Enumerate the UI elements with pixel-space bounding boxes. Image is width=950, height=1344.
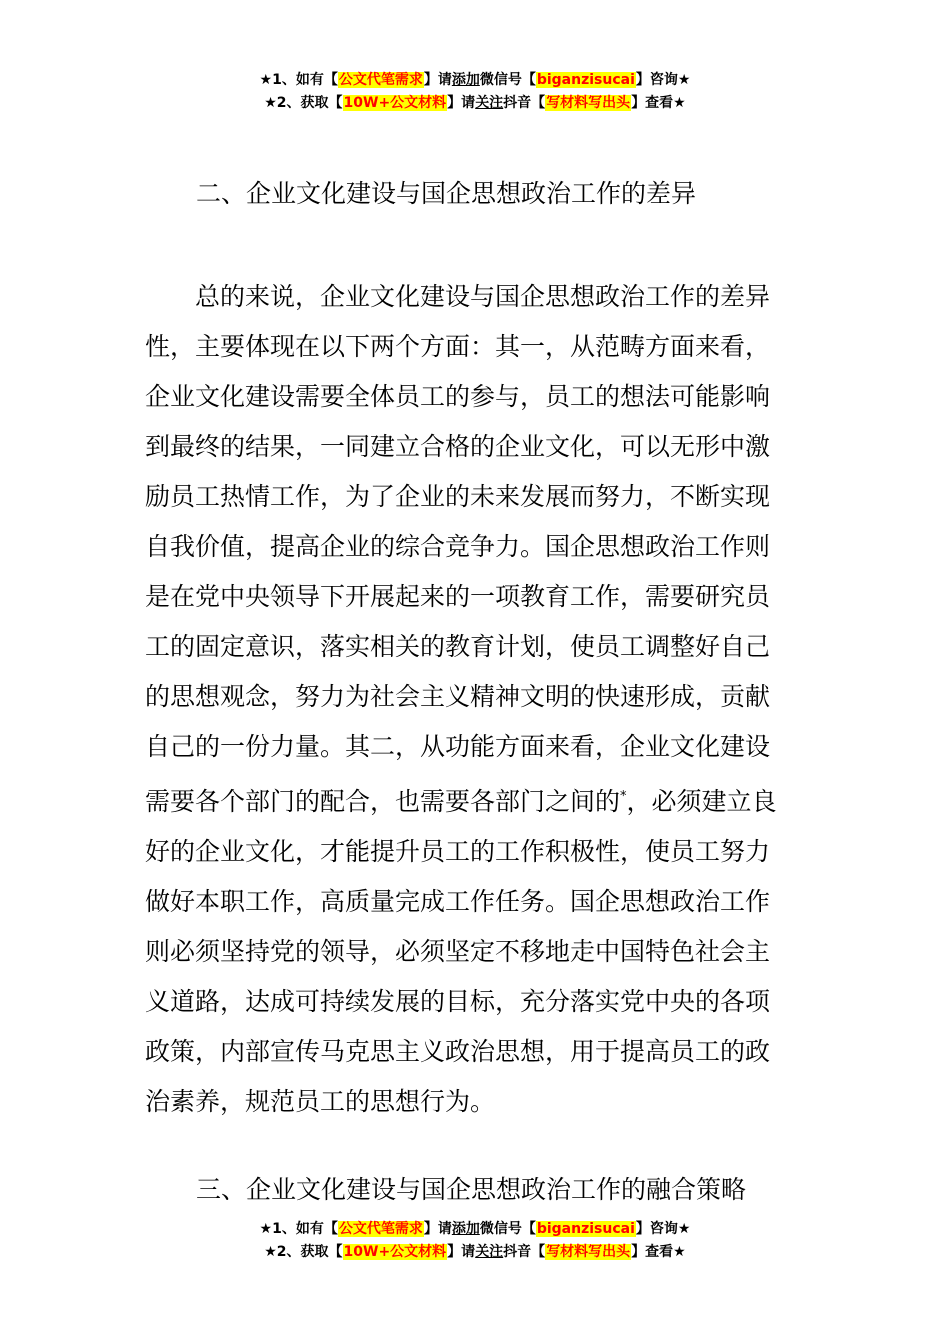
footnote-mark: * — [620, 789, 627, 804]
banner-highlight: 公文代笔需求 — [338, 1221, 423, 1237]
banner-highlight: 10W+公文材料 — [343, 1244, 447, 1260]
paragraph-line: 义道路，达成可持续发展的目标，充分落实党中央的各项 — [145, 987, 771, 1016]
paragraph-line: 好的企业文化，才能提升员工的工作积极性，使员工努力 — [145, 837, 771, 866]
paragraph-line: 需要各个部门的配合，也需要各部门之间的*，必须建立良 — [145, 787, 777, 816]
banner-highlight: biganzisucai — [536, 1221, 635, 1237]
paragraph-line: 自我价值，提高企业的综合竞争力。国企思想政治工作则 — [145, 532, 771, 561]
banner-highlight: biganzisucai — [536, 72, 635, 88]
bottom-banner — [0, 1218, 950, 1264]
section-body-2 — [145, 272, 805, 1127]
paragraph-line: 工的固定意识，落实相关的教育计划，使员工调整好自己 — [145, 632, 771, 661]
banner-highlight: 公文代笔需求 — [338, 72, 423, 88]
banner-line-2: ★2、获取【10W+公文材料】请关注抖音【写材料写出头】查看★ — [264, 1244, 686, 1260]
paragraph-line: 性，主要体现在以下两个方面：其一，从范畴方面来看， — [145, 332, 771, 361]
paragraph-line: 治素养，规范员工的思想行为。 — [145, 1087, 496, 1116]
top-banner — [0, 69, 950, 115]
paragraph-line: 励员工热情工作，为了企业的未来发展而努力，不断实现 — [145, 482, 771, 511]
paragraph-line: 政策，内部宣传马克思主义政治思想，用于提高员工的政 — [145, 1037, 771, 1066]
banner-line-1: ★1、如有【公文代笔需求】请添加微信号【biganzisucai】咨询★ — [259, 1221, 691, 1237]
paragraph-line: 总的来说，企业文化建设与国企思想政治工作的差异 — [195, 282, 771, 311]
paragraph-line: 则必须坚持党的领导，必须坚定不移地走中国特色社会主 — [145, 937, 771, 966]
paragraph-line: 做好本职工作，高质量完成工作任务。国企思想政治工作 — [145, 887, 771, 916]
banner-highlight: 写材料写出头 — [546, 1244, 631, 1260]
section-heading-2: 二、企业文化建设与国企思想政治工作的差异 — [196, 179, 697, 208]
banner-line-1: ★1、如有【公文代笔需求】请添加微信号【biganzisucai】咨询★ — [259, 72, 691, 88]
paragraph-line: 到最终的结果，一同建立合格的企业文化，可以无形中激 — [145, 432, 771, 461]
paragraph-line: 企业文化建设需要全体员工的参与，员工的想法可能影响 — [145, 382, 771, 411]
paragraph-line: 的思想观念，努力为社会主义精神文明的快速形成，贡献 — [145, 682, 771, 711]
banner-line-2: ★2、获取【10W+公文材料】请关注抖音【写材料写出头】查看★ — [264, 95, 686, 111]
banner-highlight: 写材料写出头 — [546, 95, 631, 111]
banner-highlight: 10W+公文材料 — [343, 95, 447, 111]
paragraph-line: 自己的一份力量。其二，从功能方面来看，企业文化建设 — [145, 732, 771, 761]
section-heading-3: 三、企业文化建设与国企思想政治工作的融合策略 — [196, 1175, 747, 1204]
paragraph-line: 是在党中央领导下开展起来的一项教育工作，需要研究员 — [145, 582, 771, 611]
